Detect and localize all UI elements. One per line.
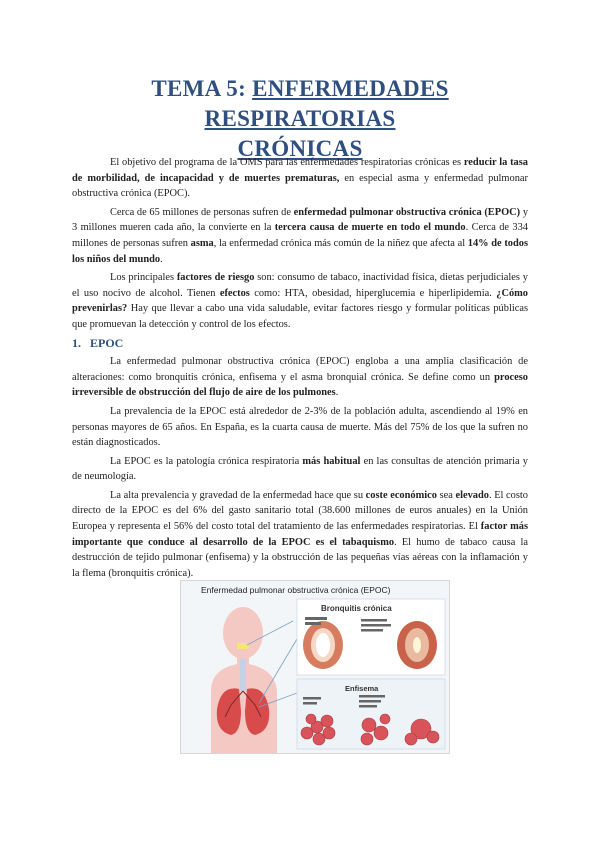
text-run: . — [160, 253, 163, 265]
document-body — [72, 155, 528, 584]
epoc-paragraph-3 — [72, 454, 528, 485]
text-run: y 3 millones mueren cada año, la convierte en la — [72, 206, 529, 234]
text-run: El objetivo del programa de la OMS para las enfermedades respiratorias crónicas es — [110, 157, 464, 168]
epoc-paragraph-1 — [72, 354, 528, 401]
bold-run: factor más importante que conduce al desarrollo de la EPOC es el tabaquismo — [72, 521, 528, 548]
text-run: . El costo directo de la EPOC es del 6% del gasto sanitario total (38.600 millones de euros anuales) en la Unión Europea y representa el 56% del costo total del tratamiento de las enfermedades respiratorias. El — [72, 489, 528, 533]
text-run: como: HTA, obesidad, hiperglucemia e hiperlipidemia. — [249, 287, 497, 299]
epoc-paragraph-2: La prevalencia de la EPOC está alrededor de 2-3% de la población adulta, ascendiendo al 19% en personas mayores de 65 años. En España, es la cuarta causa de muerte. Más del 75% de los que la sufren no están diagnosticados. — [72, 405, 528, 449]
text-run: sea — [436, 489, 456, 501]
trachea — [240, 659, 246, 691]
text-run: . El humo de tabaco causa la destrucción de tejido pulmonar (enfisema) y la obstrucción de las pequeñas vías aéreas con la inflamación y la flema (bronquitis crónica). — [72, 536, 528, 579]
title-underlined-2: CRÓNICAS — [237, 136, 363, 161]
bold-run: ¿Cómo prevenirlas? — [72, 287, 528, 315]
text-run: Los principales — [110, 272, 177, 284]
epoc-illustration — [180, 580, 450, 754]
bronquitis-panel — [297, 599, 445, 675]
section-title: EPOC — [90, 335, 124, 350]
intro-paragraph-3 — [72, 270, 528, 332]
enfisema-label: Enfisema — [345, 684, 379, 693]
figure-title: Enfermedad pulmonar obstructiva crónica (EPOC) — [201, 585, 391, 595]
section-heading-epoc — [72, 336, 528, 352]
text-run: La EPOC es la patología crónica respiratoria — [110, 455, 303, 467]
text-run: La enfermedad pulmonar obstructiva crónica (EPOC) engloba a una amplia clasificación de alteraciones: como bronquitis crónica, enfisema y el asma bronquial crónica. Se define como un — [72, 356, 528, 383]
bold-run: factores de riesgo — [176, 272, 255, 284]
text-run: Cerca de 65 millones de personas sufren de — [110, 206, 294, 218]
bold-run: tercera causa de muerte en todo el mundo — [274, 222, 466, 234]
bold-run: asma — [190, 237, 214, 249]
text-run: en especial asma y enfermedad pulmonar obstructiva crónica (EPOC). — [72, 172, 528, 200]
bold-run: elevado — [455, 489, 489, 501]
bold-run: 14% de todos los niños del mundo — [72, 237, 528, 265]
bold-run: más habitual — [302, 455, 361, 467]
text-run: La alta prevalencia y gravedad de la enfermedad hace que su — [110, 489, 366, 501]
intro-paragraph-1 — [72, 155, 528, 202]
larynx-label-marker — [237, 643, 249, 649]
bold-run: efectos — [219, 287, 250, 299]
title-underlined-1: ENFERMEDADES RESPIRATORIAS — [204, 76, 449, 131]
text-run: , la enfermedad crónica más común de la niñez que afecta al — [213, 237, 468, 249]
text-run: . Cerca de 334 millones de personas sufren — [72, 222, 528, 249]
text-run: son: consumo de tabaco, inactividad física, dietas perjudiciales y el uso nocivo de alcohol. Tienen — [72, 272, 528, 299]
intro-paragraph-2 — [72, 205, 528, 267]
enfisema-panel — [297, 679, 445, 749]
bold-run: coste económico — [365, 489, 437, 501]
page-title — [60, 74, 540, 164]
epoc-paragraph-4 — [72, 488, 528, 582]
bronquitis-label: Bronquitis crónica — [321, 604, 392, 613]
bold-run: proceso irreversible de obstrucción del flujo de aire de los pulmones — [72, 371, 528, 399]
section-number: 1. — [72, 335, 81, 350]
text-run: en las consultas de atención primaria y de neumología. — [72, 455, 528, 483]
bold-run: enfermedad pulmonar obstructiva crónica (EPOC) — [293, 206, 521, 218]
bold-run: reducir la tasa de morbilidad, de incapacidad y de muertes prematuras, — [72, 157, 528, 184]
text-run: Hay que llevar a cabo una vida saludable, evitar factores riesgo y formular políticas públicas que promuevan la detección y control de los efectos. — [72, 303, 528, 330]
title-prefix: TEMA 5: — [151, 76, 253, 101]
text-run: . — [335, 387, 339, 399]
epoc-illustration-svg — [181, 581, 449, 753]
